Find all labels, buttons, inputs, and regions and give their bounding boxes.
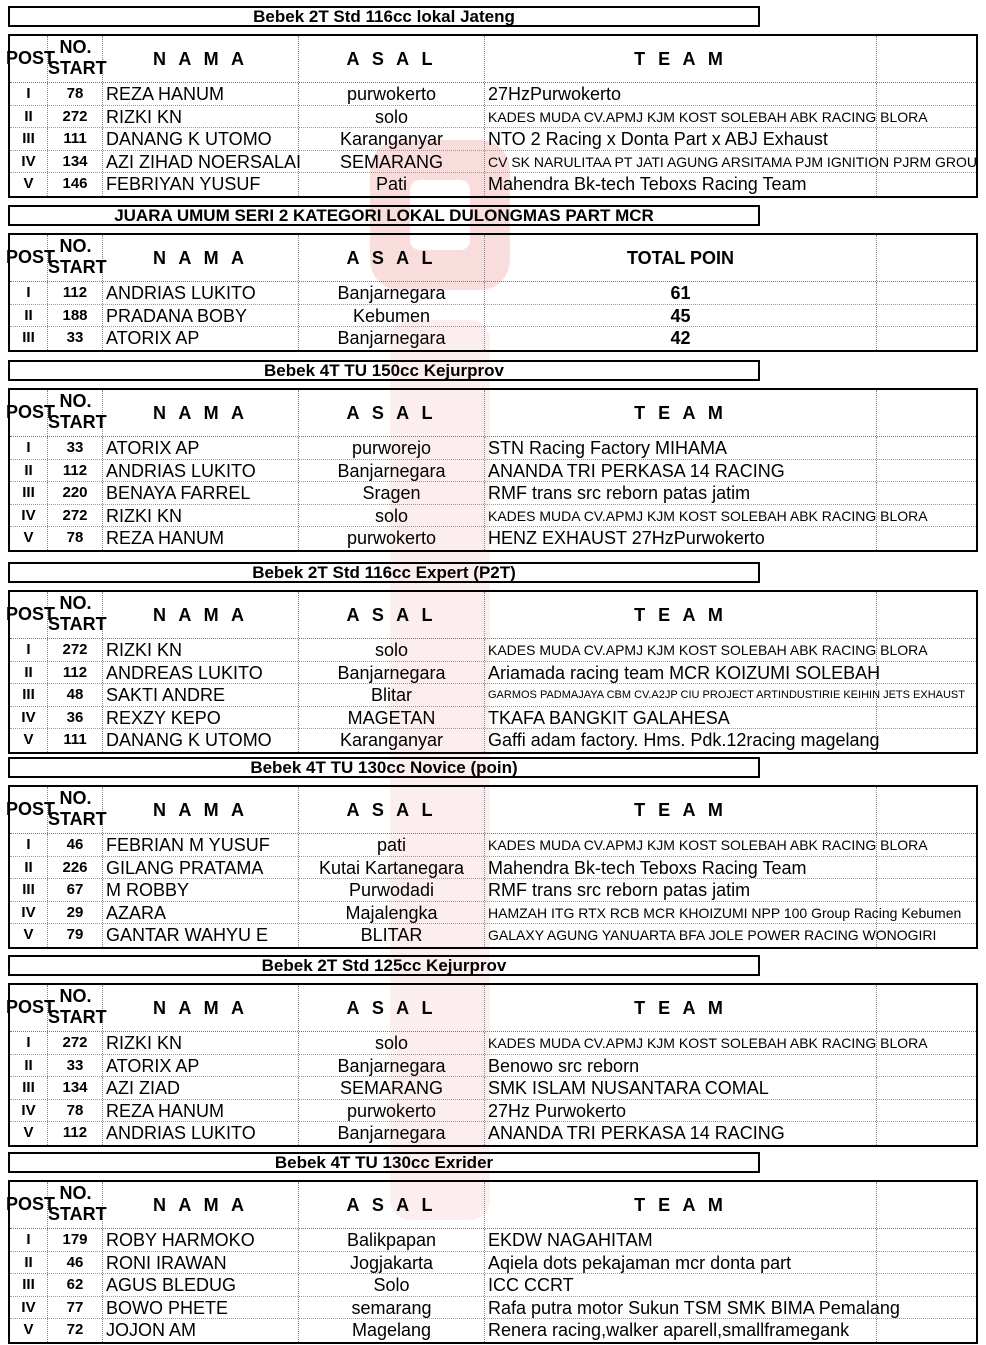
header-pos: POST xyxy=(6,247,56,267)
table-row: III 134 AZI ZIAD SEMARANG SMK ISLAM NUSANTARA COMAL xyxy=(10,1077,976,1100)
header-no-start: NO. START xyxy=(48,788,107,829)
header-asal: A S A L xyxy=(299,390,485,436)
table-row: II 46 RONI IRAWAN Jogjakarta Aqiela dots pekajaman mcr donta part xyxy=(10,1252,976,1275)
header-asal: A S A L xyxy=(299,592,485,638)
table-row: II 188 PRADANA BOBY Kebumen 45 xyxy=(10,305,976,328)
section-title: JUARA UMUM SERI 2 KATEGORI LOKAL DULONGMAS PART MCR xyxy=(8,205,760,226)
table-row: I 46 FEBRIAN M YUSUF pati KADES MUDA CV.APMJ KJM KOST SOLEBAH ABK RACING BLORA xyxy=(10,834,976,857)
table-header xyxy=(6,36,976,83)
table-row: IV 29 AZARA Majalengka HAMZAH ITG RTX RCB MCR KHOIZUMI NPP 100 Group Racing Kebumen xyxy=(10,902,976,925)
table-header xyxy=(6,787,976,834)
results-table xyxy=(8,785,978,949)
header-pos: POST xyxy=(6,604,56,624)
header-asal: A S A L xyxy=(299,787,485,833)
header-total-poin: TOTAL POIN xyxy=(485,235,877,281)
results-table xyxy=(8,34,978,198)
section-title: Bebek 4T TU 130cc Exrider xyxy=(8,1152,760,1173)
table-header xyxy=(6,592,976,639)
header-team: T E A M xyxy=(485,787,877,833)
table-row: I 272 RIZKI KN solo KADES MUDA CV.APMJ KJM KOST SOLEBAH ABK RACING BLORA xyxy=(10,1032,976,1055)
table-row: V 112 ANDRIAS LUKITO Banjarnegara ANANDA TRI PERKASA 14 RACING xyxy=(10,1122,976,1145)
results-table xyxy=(8,983,978,1147)
results-table xyxy=(8,590,978,754)
table-row: II 112 ANDREAS LUKITO Banjarnegara Ariamada racing team MCR KOIZUMI SOLEBAH xyxy=(10,662,976,685)
header-pos: POST xyxy=(6,48,56,68)
table-row: II 112 ANDRIAS LUKITO Banjarnegara ANANDA TRI PERKASA 14 RACING xyxy=(10,460,976,483)
header-nama: N A M A xyxy=(103,390,299,436)
header-asal: A S A L xyxy=(299,235,485,281)
header-pos: POST xyxy=(6,1194,56,1214)
header-team: T E A M xyxy=(485,1182,877,1228)
header-no-start: NO. START xyxy=(48,37,107,78)
table-row: III 48 SAKTI ANDRE Blitar GARMOS PADMAJAYA CBM CV.A2JP CIU PROJECT ARTINDUSTIRIE KEIHIN JETS EXHAUST xyxy=(10,684,976,707)
table-row: III 111 DANANG K UTOMO Karanganyar NTO 2 Racing x Donta Part x ABJ Exhaust xyxy=(10,128,976,151)
section-title: Bebek 4T TU 130cc Novice (poin) xyxy=(8,757,760,778)
table-row: IV 36 REXZY KEPO MAGETAN TKAFA BANGKIT GALAHESA xyxy=(10,707,976,730)
table-row: V 78 REZA HANUM purwokerto HENZ EXHAUST 27HzPurwokerto xyxy=(10,527,976,550)
table-row: IV 272 RIZKI KN solo KADES MUDA CV.APMJ KJM KOST SOLEBAH ABK RACING BLORA xyxy=(10,505,976,528)
table-row: I 78 REZA HANUM purwokerto 27HzPurwokerto xyxy=(10,83,976,106)
section-title: Bebek 2T Std 125cc Kejurprov xyxy=(8,955,760,976)
table-row: IV 77 BOWO PHETE semarang Rafa putra motor Sukun TSM SMK BIMA Pemalang xyxy=(10,1297,976,1320)
results-table xyxy=(8,388,978,552)
header-nama: N A M A xyxy=(103,985,299,1031)
table-row: V 146 FEBRIYAN YUSUF Pati Mahendra Bk-tech Teboxs Racing Team xyxy=(10,173,976,196)
table-row: III 67 M ROBBY Purwodadi RMF trans src reborn patas jatim xyxy=(10,879,976,902)
table-row: V 79 GANTAR WAHYU E BLITAR GALAXY AGUNG YANUARTA BFA JOLE POWER RACING WONOGIRI xyxy=(10,924,976,947)
table-row: III 220 BENAYA FARREL Sragen RMF trans src reborn patas jatim xyxy=(10,482,976,505)
section-title: Bebek 4T TU 150cc Kejurprov xyxy=(8,360,760,381)
table-row: IV 134 AZI ZIHAD NOERSALAI SEMARANG CV SK NARULITAA PT JATI AGUNG ARSITAMA PJM IGNITION PJRM GROU xyxy=(10,151,976,174)
table-row: III 33 ATORIX AP Banjarnegara 42 xyxy=(10,327,976,350)
table-header xyxy=(6,390,976,437)
header-no-start: NO. START xyxy=(48,593,107,634)
header-pos: POST xyxy=(6,402,56,422)
results-table xyxy=(8,1180,978,1344)
header-nama: N A M A xyxy=(103,235,299,281)
table-row: II 226 GILANG PRATAMA Kutai Kartanegara Mahendra Bk-tech Teboxs Racing Team xyxy=(10,857,976,880)
header-pos: POST xyxy=(6,997,56,1017)
header-nama: N A M A xyxy=(103,1182,299,1228)
header-team: T E A M xyxy=(485,592,877,638)
header-asal: A S A L xyxy=(299,1182,485,1228)
header-pos: POST xyxy=(6,799,56,819)
table-row: V 72 JOJON AM Magelang Renera racing,walker aparell,smallframegank xyxy=(10,1319,976,1342)
header-no-start: NO. START xyxy=(48,986,107,1027)
header-nama: N A M A xyxy=(103,36,299,82)
header-no-start: NO. START xyxy=(48,1183,107,1224)
table-row: I 33 ATORIX AP purworejo STN Racing Factory MIHAMA xyxy=(10,437,976,460)
section-title: Bebek 2T Std 116cc Expert (P2T) xyxy=(8,562,760,583)
header-team: T E A M xyxy=(485,390,877,436)
table-row: II 33 ATORIX AP Banjarnegara Benowo src reborn xyxy=(10,1055,976,1078)
header-team: T E A M xyxy=(485,985,877,1031)
section-title: Bebek 2T Std 116cc lokal Jateng xyxy=(8,6,760,27)
header-asal: A S A L xyxy=(299,985,485,1031)
header-nama: N A M A xyxy=(103,592,299,638)
table-row: IV 78 REZA HANUM purwokerto 27Hz Purwokerto xyxy=(10,1100,976,1123)
table-row: I 272 RIZKI KN solo KADES MUDA CV.APMJ KJM KOST SOLEBAH ABK RACING BLORA xyxy=(10,639,976,662)
table-row: II 272 RIZKI KN solo KADES MUDA CV.APMJ KJM KOST SOLEBAH ABK RACING BLORA xyxy=(10,106,976,129)
table-header xyxy=(6,1182,976,1229)
table-header xyxy=(6,985,976,1032)
standings-table xyxy=(8,233,978,352)
table-row: V 111 DANANG K UTOMO Karanganyar Gaffi adam factory. Hms. Pdk.12racing magelang xyxy=(10,729,976,752)
table-row: I 179 ROBY HARMOKO Balikpapan EKDW NAGAHITAM xyxy=(10,1229,976,1252)
table-row: I 112 ANDRIAS LUKITO Banjarnegara 61 xyxy=(10,282,976,305)
table-header xyxy=(6,235,976,282)
header-no-start: NO. START xyxy=(48,391,107,432)
table-row: III 62 AGUS BLEDUG Solo ICC CCRT xyxy=(10,1274,976,1297)
header-team: T E A M xyxy=(485,36,877,82)
header-no-start: NO. START xyxy=(48,236,107,277)
header-asal: A S A L xyxy=(299,36,485,82)
header-nama: N A M A xyxy=(103,787,299,833)
